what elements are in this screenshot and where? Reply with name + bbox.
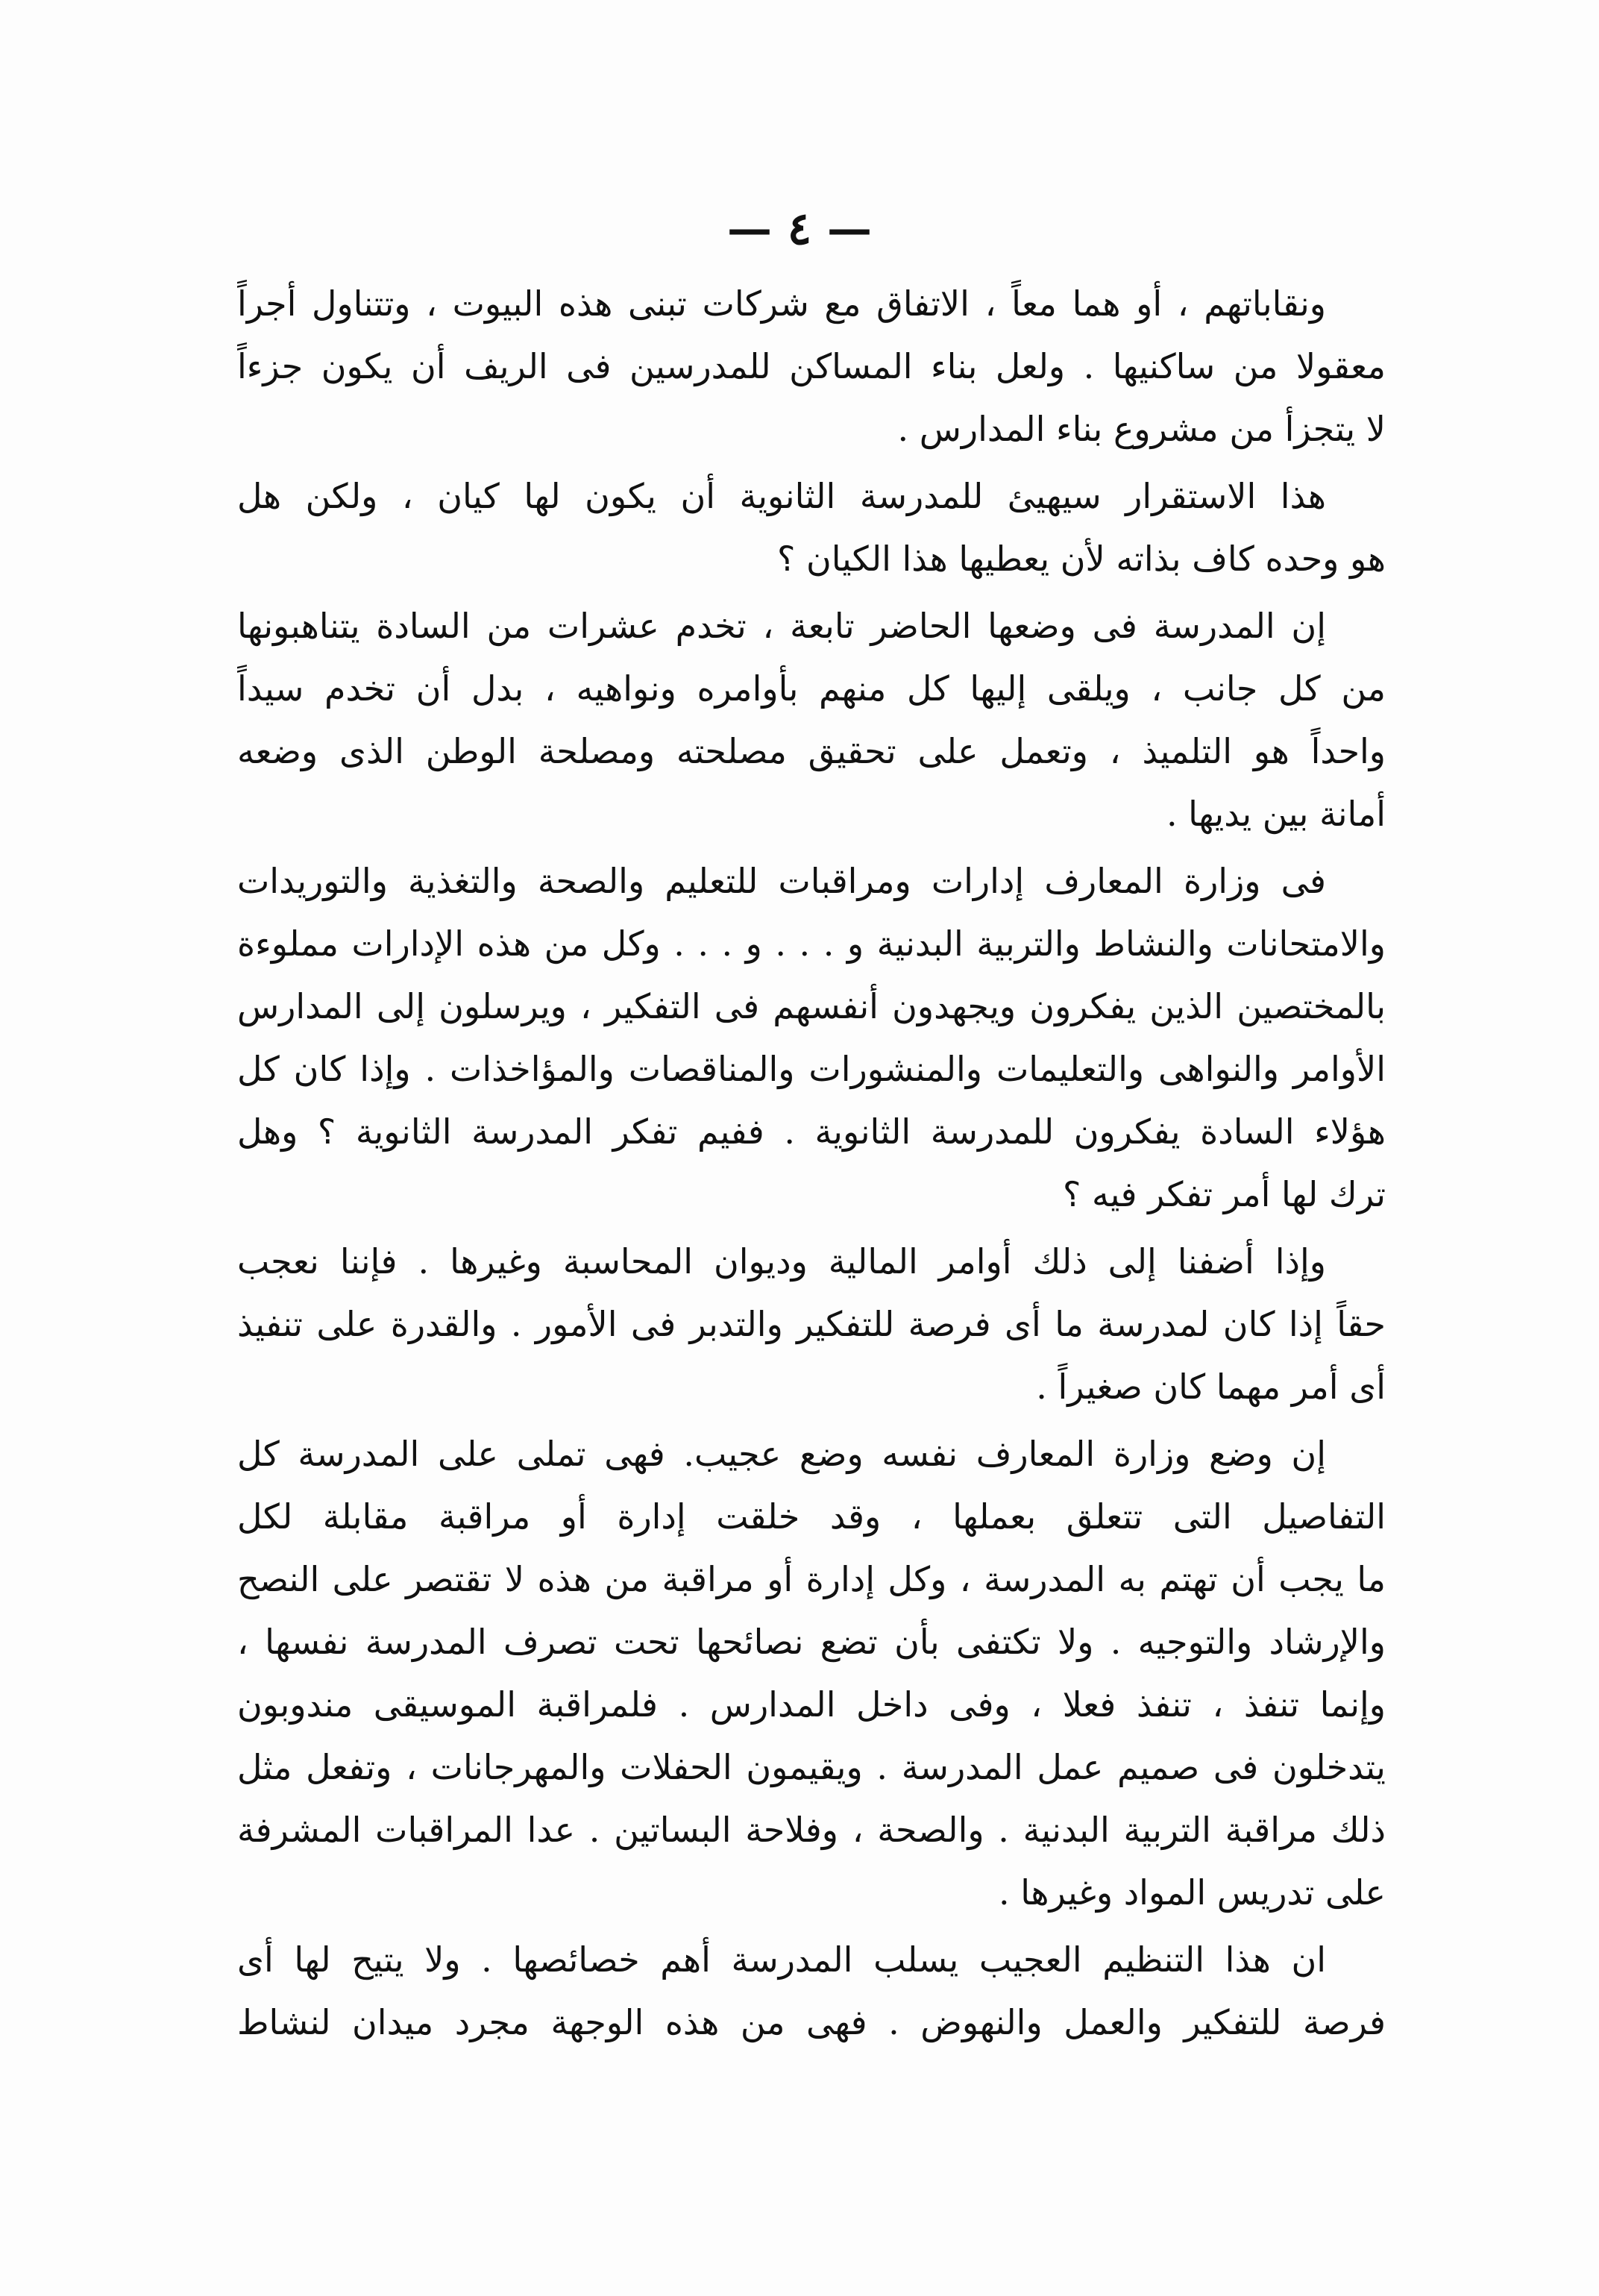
text-line: ان هذا التنظيم العجيب يسلب المدرسة أهم خصائصها . ولا يتيح لها أى [237,1939,1326,1980]
text-line: من كل جانب ، ويلقى إليها كل منهم بأوامره ونواهيه ، بدل أن تخدم سيداً [237,668,1386,709]
paragraph [237,850,1386,1226]
text-line: فى وزارة المعارف إدارات ومراقبات للتعليم والصحة والتغذية والتوريدات [237,861,1326,901]
text-line: إن المدرسة فى وضعها الحاضر تابعة ، تخدم عشرات من السادة يتناهبونها [237,606,1326,646]
paragraph [237,1230,1386,1418]
text-line: أمانة بين يديها . [1166,794,1386,834]
text-line: واحداً هو التلميذ ، وتعمل على تحقيق مصلحته ومصلحة الوطن الذى وضعه [237,731,1386,771]
text-line: على تدريس المواد وغيرها . [999,1872,1386,1913]
text-line: هذا الاستقرار سيهيئ للمدرسة الثانوية أن يكون لها كيان ، ولكن هل [237,476,1326,516]
paragraph [237,595,1386,845]
text-line: إن وضع وزارة المعارف نفسه وضع عجيب. فهى تملى على المدرسة كل [237,1434,1326,1474]
text-line: ونقاباتهم ، أو هما معاً ، الاتفاق مع شركات تبنى هذه البيوت ، وتتناول أجراً [237,283,1326,324]
text-line: التفاصيل التى تتعلق بعملها ، وقد خلقت إدارة أو مراقبة مقابلة لكل [237,1496,1386,1537]
page-number: — ٤ — [726,203,872,255]
text-line: ما يجب أن تهتم به المدرسة ، وكل إدارة أو مراقبة من هذه لا تقتصر على النصح [237,1559,1386,1599]
text-line: حقاً إذا كان لمدرسة ما أى فرصة للتفكير والتدبر فى الأمور . والقدرة على تنفيذ [237,1304,1386,1344]
text-line: يتدخلون فى صميم عمل المدرسة . ويقيمون الحفلات والمهرجانات ، وتفعل مثل [237,1747,1386,1787]
paragraph [237,272,1386,460]
text-line: والإرشاد والتوجيه . ولا تكتفى بأن تضع نصائحها تحت تصرف المدرسة نفسها ، [237,1622,1386,1662]
text-line: معقولا من ساكنيها . ولعل بناء المساكن للمدرسين فى الريف أن يكون جزءاً [237,346,1386,386]
text-line: بالمختصين الذين يفكرون ويجهدون أنفسهم فى التفكير ، ويرسلون إلى المدارس [237,986,1386,1026]
paragraph [237,465,1386,590]
text-line: لا يتجزأ من مشروع بناء المدارس . [897,409,1386,449]
text-line: والامتحانات والنشاط والتربية البدنية و . . . و . . . وكل من هذه الإدارات مملوءة [237,923,1386,964]
paragraph [237,1928,1386,2054]
text-line: هؤلاء السادة يفكرون للمدرسة الثانوية . ففيم تفكر المدرسة الثانوية ؟ وهل [237,1111,1386,1152]
text-line: ذلك مراقبة التربية البدنية . والصحة ، وفلاحة البساتين . عدا المراقبات المشرفة [237,1810,1386,1850]
text-line: الأوامر والنواهى والتعليمات والمنشورات والمناقصات والمؤاخذات . وإذا كان كل [237,1049,1386,1089]
paragraph [237,1423,1386,1924]
text-line: فرصة للتفكير والعمل والنهوض . فهى من هذه الوجهة مجرد ميدان لنشاط [237,2002,1386,2042]
page-body [237,272,1386,2058]
text-line: أى أمر مهما كان صغيراً . [1036,1367,1386,1407]
text-line: ترك لها أمر تفكر فيه ؟ [1062,1174,1386,1214]
text-line: هو وحده كاف بذاته لأن يعطيها هذا الكيان ؟ [776,539,1386,579]
text-line: وإنما تنفذ ، تنفذ فعلا ، وفى داخل المدارس . فلمراقبة الموسيقى مندوبون [237,1684,1386,1725]
text-line: وإذا أضفنا إلى ذلك أوامر المالية وديوان المحاسبة وغيرها . فإننا نعجب [237,1241,1326,1282]
